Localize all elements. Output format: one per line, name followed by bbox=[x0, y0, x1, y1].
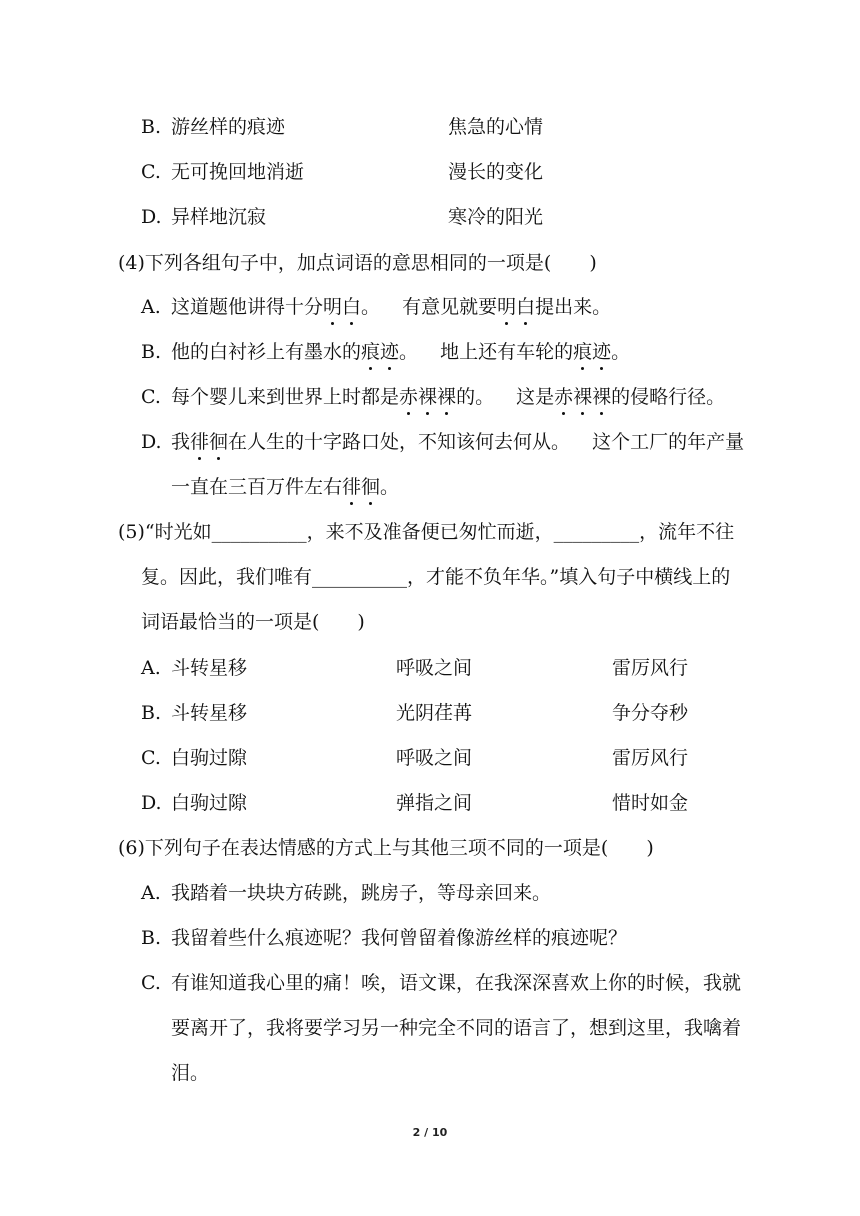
option-letter: B. bbox=[141, 116, 162, 138]
q6-c-line2: 要离开了，我将要学习另一种完全不同的语言了，想到这里，我噙着 bbox=[171, 1017, 742, 1039]
q5-b-col3: 争分夺秒 bbox=[612, 702, 689, 724]
q3-c-left: 无可挽回地消逝 bbox=[171, 161, 305, 183]
q6-b-text: 我留着些什么痕迹呢？我何曾留着像游丝样的痕迹呢？ bbox=[171, 927, 628, 949]
option-letter: D. bbox=[141, 431, 162, 453]
q3-b-left: 游丝样的痕迹 bbox=[171, 116, 286, 138]
q3-option-d bbox=[141, 204, 266, 230]
q4-option-b bbox=[141, 339, 630, 365]
q5-option-a bbox=[141, 655, 247, 681]
q4-c-s1-pre: 每个婴儿来到世界上时都是 bbox=[171, 386, 400, 408]
q5-option-d bbox=[141, 790, 247, 816]
q5-option-c bbox=[141, 745, 247, 771]
q4-a-s1-pre: 这道题他讲得十分 bbox=[171, 296, 324, 318]
q6-a-text: 我踏着一块块方砖跳，跳房子，等母亲回来。 bbox=[171, 882, 552, 904]
dotted-word: 徘徊 bbox=[190, 431, 229, 453]
q4-option-a bbox=[141, 294, 611, 320]
q4-b-s1-pre: 他的白衬衫上有墨水的 bbox=[171, 341, 362, 363]
option-letter: C. bbox=[141, 972, 161, 994]
q5-line-3: 词语最恰当的一项是( ) bbox=[141, 611, 365, 633]
dotted-word: 明白 bbox=[497, 296, 536, 318]
q5-option-b bbox=[141, 700, 247, 726]
q5-a-col3: 雷厉风行 bbox=[612, 657, 689, 679]
dotted-word: 赤裸裸 bbox=[399, 386, 457, 408]
q4-b-s1-post: 。 bbox=[399, 341, 419, 363]
q3-option-b bbox=[141, 114, 285, 140]
q5-d-col2: 弹指之间 bbox=[396, 792, 473, 814]
q4-d-s1-post: 在人生的十字路口处，不知该何去何从。 bbox=[228, 431, 571, 453]
dotted-word: 痕迹 bbox=[573, 341, 612, 363]
q4-d-s1-pre: 我 bbox=[171, 431, 191, 453]
q5-b-col2: 光阴荏苒 bbox=[396, 702, 473, 724]
q4-b-s2-post: 。 bbox=[611, 341, 631, 363]
q6-option-b bbox=[141, 925, 627, 951]
q3-b-right: 焦急的心情 bbox=[448, 116, 544, 138]
q3-d-left: 异样地沉寂 bbox=[171, 206, 267, 228]
q4-stem: (4)下列各组句子中，加点词语的意思相同的一项是( ) bbox=[118, 252, 597, 274]
q4-option-c bbox=[141, 384, 725, 410]
q4-option-d bbox=[141, 429, 744, 455]
q6-stem: (6)下列句子在表达情感的方式上与其他三项不同的一项是( ) bbox=[118, 837, 654, 859]
q5-c-col3: 雷厉风行 bbox=[612, 747, 689, 769]
q6-c-line1: 有谁知道我心里的痛！唉，语文课，在我深深喜欢上你的时候，我就 bbox=[171, 972, 742, 994]
q4-d-line2-pre: 一直在三百万件左右 bbox=[171, 476, 343, 498]
q5-line-2: 复。因此，我们唯有__________，才能不负年华。”填入句子中横线上的 bbox=[141, 566, 731, 588]
q4-a-s1-post: 。 bbox=[361, 296, 381, 318]
q4-b-s2-pre: 地上还有车轮的 bbox=[440, 341, 574, 363]
q5-c-col1: 白驹过隙 bbox=[171, 747, 248, 769]
q5-c-col2: 呼吸之间 bbox=[396, 747, 473, 769]
q4-c-s2-post: 的侵略行径。 bbox=[611, 386, 726, 408]
q6-option-a bbox=[141, 880, 551, 906]
q5-d-col1: 白驹过隙 bbox=[171, 792, 248, 814]
option-letter: C. bbox=[141, 161, 161, 183]
q4-d-line2-post: 。 bbox=[380, 476, 400, 498]
option-letter: A. bbox=[141, 657, 161, 679]
q5-a-col1: 斗转星移 bbox=[171, 657, 248, 679]
option-letter: C. bbox=[141, 747, 161, 769]
option-letter: D. bbox=[141, 206, 162, 228]
q4-a-s2-post: 提出来。 bbox=[535, 296, 612, 318]
dotted-word: 赤裸裸 bbox=[554, 386, 612, 408]
option-letter: A. bbox=[141, 882, 161, 904]
dotted-word: 痕迹 bbox=[361, 341, 400, 363]
q5-line-1: (5)“时光如__________，来不及准备便已匆忙而逝，_________，流年不往 bbox=[118, 521, 735, 543]
q5-a-col2: 呼吸之间 bbox=[396, 657, 473, 679]
q5-b-col1: 斗转星移 bbox=[171, 702, 248, 724]
q6-c-line3: 泪。 bbox=[171, 1062, 210, 1084]
option-letter: B. bbox=[141, 927, 162, 949]
q4-option-d-cont bbox=[171, 474, 399, 500]
option-letter: C. bbox=[141, 386, 161, 408]
q5-d-col3: 惜时如金 bbox=[612, 792, 689, 814]
q3-option-c bbox=[141, 159, 304, 185]
option-letter: D. bbox=[141, 792, 162, 814]
q4-d-s2-pre: 这个工厂的年产量 bbox=[592, 431, 745, 453]
q3-d-right: 寒冷的阳光 bbox=[448, 206, 544, 228]
dotted-word: 明白 bbox=[323, 296, 362, 318]
page-number: 2 / 10 bbox=[412, 1126, 448, 1139]
q3-c-right: 漫长的变化 bbox=[448, 161, 544, 183]
q4-c-s2-pre: 这是 bbox=[516, 386, 555, 408]
q4-c-s1-post: 的。 bbox=[456, 386, 495, 408]
option-letter: A. bbox=[141, 296, 161, 318]
option-letter: B. bbox=[141, 341, 162, 363]
dotted-word: 徘徊 bbox=[342, 476, 381, 498]
q4-a-s2-pre: 有意见就要 bbox=[402, 296, 498, 318]
q6-option-c bbox=[141, 970, 741, 996]
option-letter: B. bbox=[141, 702, 162, 724]
